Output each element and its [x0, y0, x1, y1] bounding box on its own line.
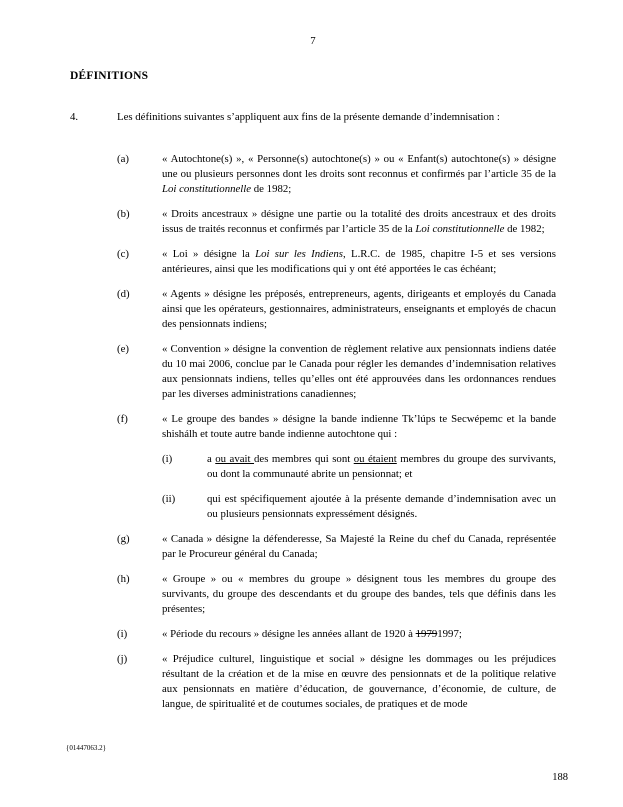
definition-item: [117, 342, 556, 402]
definition-label: (d): [117, 288, 130, 300]
definition-body: [162, 572, 556, 617]
definition-item: [117, 247, 556, 277]
definition-text: « Préjudice culturel, linguistique et social » désigne les dommages ou les préjudices résultant de la création et de la mise en œuvre des pensionnats et de la politique relative aux pensionnats en matière d’éducation, de gouvernance, d’économie, de culture, de langue, de spiritualité et de coutumes sociales, de pratiques et de mode: [162, 653, 556, 710]
paragraph-number: 4.: [70, 111, 79, 123]
definition-item: [117, 287, 556, 332]
document-id: {01447063.2}: [66, 744, 106, 752]
definition-item: [117, 652, 556, 712]
definition-body: [162, 652, 556, 712]
definition-body: [162, 247, 556, 277]
definition-sub-item: [162, 452, 556, 482]
definition-label: (h): [117, 573, 130, 585]
definition-label: (j): [117, 653, 128, 665]
definitions-list: [70, 152, 556, 712]
paragraph-4: [70, 110, 556, 125]
definition-label: (b): [117, 208, 130, 220]
definition-text: « Le groupe des bandes » désigne la bande indienne Tk’lúps te Secwépemc et la bande shishálh et toute autre bande indienne autochtone qui :: [162, 413, 556, 440]
definition-body: [162, 532, 556, 562]
definition-body: [162, 152, 556, 197]
definition-body: [162, 207, 556, 237]
paragraph-text: Les définitions suivantes s’appliquent aux fins de la présente demande d’indemnisation :: [117, 111, 500, 123]
definition-item: [117, 532, 556, 562]
definition-body: [162, 412, 556, 522]
definition-text: « Canada » désigne la défenderesse, Sa Majesté la Reine du chef du Canada, représentée par le Procureur général du Canada;: [162, 533, 556, 560]
definition-text: « Période du recours » désigne les années allant de 1920 à 19791997;: [162, 628, 462, 640]
definition-label: (f): [117, 413, 128, 425]
page-number-bottom: 188: [552, 772, 568, 783]
definition-label: (g): [117, 533, 130, 545]
definition-text: « Convention » désigne la convention de règlement relative aux pensionnats indiens datée du 10 mai 2006, conclue par le Canada pour régler les demandes d’indemnisation relatives aux pensionnats indiens, telles qu’elles ont été approuvées dans les ordonnances rendues par les diverses administrations canadiennes;: [162, 343, 556, 400]
definition-text: « Groupe » ou « membres du groupe » désignent tous les membres du groupe des survivants, du groupe des descendants et du groupe des bandes, tels que définis dans les présentes;: [162, 573, 556, 615]
definition-text: « Loi » désigne la Loi sur les Indiens, L.R.C. de 1985, chapitre I-5 et ses versions antérieures, ainsi que les modifications qui y ont été apportées le cas échéant;: [162, 248, 556, 275]
definition-body: [162, 342, 556, 402]
definition-sub-item: [162, 492, 556, 522]
definition-item: [117, 412, 556, 522]
definition-item: [117, 627, 556, 642]
definition-item: [117, 572, 556, 617]
sub-item-label: (i): [162, 453, 173, 465]
definition-body: [162, 627, 556, 642]
sub-item-label: (ii): [162, 493, 176, 505]
definition-label: (e): [117, 343, 129, 355]
definition-text: « Agents » désigne les préposés, entrepreneurs, agents, dirigeants et employés du Canada ainsi que les opérateurs, gestionnaires, administrateurs, enseignants et employés de chacun des pensionnats indiens;: [162, 288, 556, 330]
definition-text: « Autochtone(s) », « Personne(s) autochtone(s) » ou « Enfant(s) autochtone(s) » désigne une ou plusieurs personnes dont les droits sont reconnus et confirmés par l’article 35 de la Loi constitutionnelle de 1982;: [162, 153, 556, 195]
definition-item: [117, 207, 556, 237]
definition-label: (i): [117, 628, 128, 640]
definition-item: [117, 152, 556, 197]
section-heading: DÉFINITIONS: [70, 70, 149, 82]
definition-body: [162, 287, 556, 332]
definition-text: « Droits ancestraux » désigne une partie ou la totalité des droits ancestraux et des droits issus de traités reconnus et confirmés par l’article 35 de la Loi constitutionnelle de 1982;: [162, 208, 556, 235]
definition-label: (c): [117, 248, 129, 260]
sub-item-text: qui est spécifiquement ajoutée à la présente demande d’indemnisation avec un ou plusieurs pensionnats expressément désignés.: [207, 493, 556, 520]
page-number-top: 7: [310, 35, 316, 47]
sub-item-text: a ou avait des membres qui sont ou étaient membres du groupe des survivants, ou dont la communauté abrite un pensionnat; et: [207, 453, 557, 480]
definition-label: (a): [117, 153, 129, 165]
